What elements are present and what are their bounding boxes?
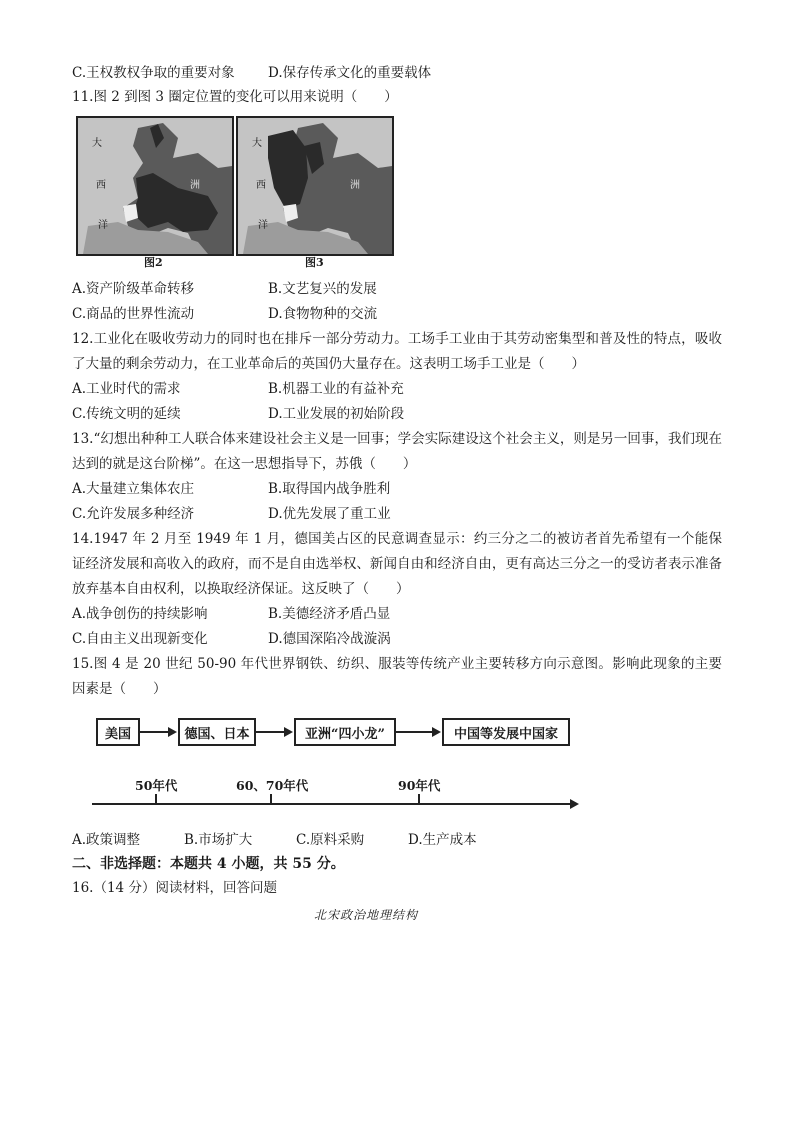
- q14-option-a: A.战争创伤的持续影响: [72, 606, 208, 622]
- q13-stem: 13.“幻想出种种工人联合体来建设社会主义是一回事；学会实际建设这个社会主义，则是另一回事，我们现在达到的就是这台阶梯”。在这一思想指导下，苏俄（ ）: [72, 431, 722, 472]
- q12-option-b: B.机器工业的有益补充: [268, 381, 404, 397]
- map2-label-xi: 西: [96, 180, 106, 191]
- flow-arrow-2: [256, 731, 284, 733]
- figure-2-map: [76, 116, 234, 256]
- q15-option-a: A.政策调整: [72, 832, 141, 848]
- q16-stem: 16.（14 分）阅读材料，回答问题: [72, 880, 277, 896]
- q12-option-d: D.工业发展的初始阶段: [268, 406, 405, 422]
- q16-material-title: 北宋政治地理结构: [314, 908, 419, 922]
- map2-label-yang: 洋: [98, 220, 108, 231]
- flow-arrow-3-head: [432, 727, 441, 737]
- q14-option-d: D.德国深陷冷战漩涡: [268, 631, 391, 647]
- q12-option-c: C.传统文明的延续: [72, 406, 181, 422]
- q11-stem: 11.图 2 到图 3 圈定位置的变化可以用来说明（ ）: [72, 89, 398, 105]
- q14-stem: 14.1947 年 2 月至 1949 年 1 月，德国美占区的民意调查显示：约三分之二的被访者首先希望有一个能保证经济发展和高收入的政府，而不是自由选举权、新闻自由和经济自由，更有高达三分之一的受访者表示准备放弃基本自由权利，以换取经济保证。这反映了（ ）: [72, 531, 722, 597]
- q14-option-b: B.美德经济矛盾凸显: [268, 606, 391, 622]
- map2-label-da: 大: [92, 138, 102, 149]
- q13-option-c: C.允许发展多种经济: [72, 506, 195, 522]
- timeline-axis-head: [570, 799, 579, 809]
- map3-label-xi: 西: [256, 180, 266, 191]
- flow-arrow-3: [396, 731, 432, 733]
- era-label-60s-70s: 60、70年代: [236, 778, 309, 793]
- q12-stem: 12.工业化在吸收劳动力的同时也在排斥一部分劳动力。工场手工业由于其劳动密集型和普及性的特点，吸收了大量的剩余劳动力，在工业革命后的英国仍大量存在。这表明工场手工业是（ ）: [72, 331, 722, 372]
- flow-arrow-1-head: [168, 727, 177, 737]
- q11-option-d: D.食物物种的交流: [268, 306, 378, 322]
- map2-label-zhou: 洲: [190, 180, 200, 191]
- era-label-50s: 50年代: [135, 778, 178, 793]
- section-2-heading: 二、非选择题：本题共 4 小题，共 55 分。: [72, 856, 345, 872]
- figure-3-caption: 图3: [305, 256, 324, 269]
- figure-2-caption: 图2: [144, 256, 163, 269]
- map3-label-da: 大: [252, 138, 262, 149]
- flow-box-usa: 美国: [96, 718, 140, 746]
- era-label-90s: 90年代: [398, 778, 441, 793]
- q13-option-b: B.取得国内战争胜利: [268, 481, 391, 497]
- flow-box-germany-japan: 德国、日本: [178, 718, 256, 746]
- q15-option-b: B.市场扩大: [184, 832, 253, 848]
- q11-option-a: A.资产阶级革命转移: [72, 281, 195, 297]
- flow-box-four-dragons: 亚洲“四小龙”: [294, 718, 396, 746]
- flow-arrow-1: [140, 731, 168, 733]
- figure-3-map: [236, 116, 394, 256]
- q10-option-d: D.保存传承文化的重要载体: [268, 65, 432, 81]
- q11-option-b: B.文艺复兴的发展: [268, 281, 377, 297]
- q15-stem: 15.图 4 是 20 世纪 50-90 年代世界钢铁、纺织、服装等传统产业主要转移方向示意图。影响此现象的主要因素是（ ）: [72, 656, 722, 697]
- q13-option-a: A.大量建立集体农庄: [72, 481, 195, 497]
- q14-option-c: C.自由主义出现新变化: [72, 631, 208, 647]
- q15-option-c: C.原料采购: [296, 832, 365, 848]
- map3-label-zhou: 洲: [350, 180, 360, 191]
- map3-label-yang: 洋: [258, 220, 268, 231]
- q10-option-c: C.王权教权争取的重要对象: [72, 65, 235, 81]
- q12-option-a: A.工业时代的需求: [72, 381, 181, 397]
- q15-option-d: D.生产成本: [408, 832, 477, 848]
- q13-option-d: D.优先发展了重工业: [268, 506, 391, 522]
- q11-option-c: C.商品的世界性流动: [72, 306, 195, 322]
- flow-box-developing-countries: 中国等发展中国家: [442, 718, 570, 746]
- flow-arrow-2-head: [284, 727, 293, 737]
- timeline-axis: [92, 803, 570, 805]
